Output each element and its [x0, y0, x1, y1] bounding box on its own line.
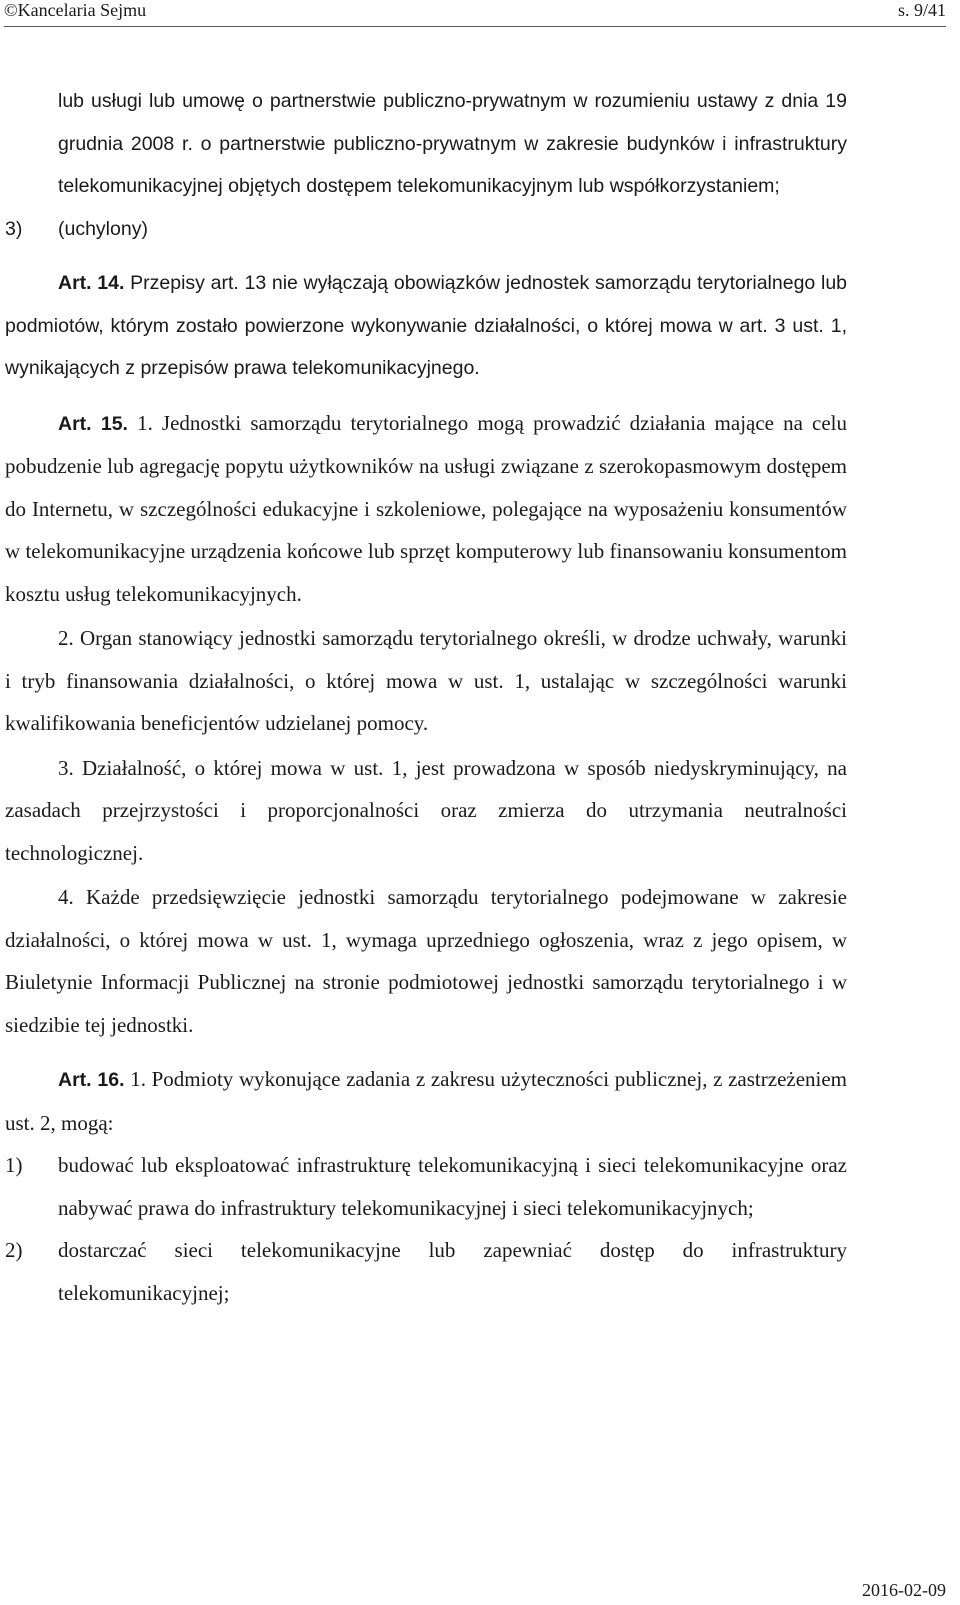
- list-item-number: 2): [5, 1238, 23, 1262]
- list-item-text: (uchylony): [58, 217, 148, 240]
- list-item: [5, 1229, 847, 1314]
- article-label: Art. 16.: [58, 1069, 125, 1091]
- article-text: Przepisy art. 13 nie wyłączają obowiązków jednostek samorządu terytorialnego lub podmiotów, którym zostało powierzone wykonywanie działalności, o której mowa w art. 3 ust. 1, wynikających z przepisów prawa telekomunikacyjnego.: [5, 272, 848, 379]
- continued-item-text: lub usługi lub umowę o partnerstwie publiczno-prywatnym w rozumieniu ustawy z dnia 19 grudnia 2008 r. o partnerstwie publiczno-prywatnym w zakresie budynków i infrastruktury telekomunikacyjnej objętych dostępem telekomunikacyjnym lub współkorzystaniem;: [58, 90, 847, 197]
- list-item-3: [5, 208, 847, 251]
- footer-date: 2016-02-09: [862, 1580, 946, 1600]
- page-number: s. 9/41: [897, 0, 946, 20]
- list-item-number: 1): [5, 1153, 23, 1177]
- document-body: [5, 80, 847, 1314]
- article-15: [5, 402, 847, 616]
- article-intro: 1. Podmioty wykonujące zadania z zakresu użyteczności publicznej, z zastrzeżeniem ust. 2, mogą:: [5, 1067, 848, 1135]
- list-item-text: dostarczać sieci telekomunikacyjne lub zapewniać dostęp do infrastruktury telekomunikacyjnej;: [58, 1238, 847, 1305]
- list-item-text: budować lub eksploatować infrastrukturę telekomunikacyjną i sieci telekomunikacyjne oraz nabywać prawa do infrastruktury telekomunikacyjnej i sieci telekomunikacyjnych;: [58, 1153, 847, 1220]
- article-15-paragraph-2: 2. Organ stanowiący jednostki samorządu terytorialnego określi, w drodze uchwały, warunki i tryb finansowania działalności, o której mowa w ust. 1, ustalając w szczególności warunki kwalifikowania beneficjentów udzielanej pomocy.: [5, 626, 847, 735]
- article-label: Art. 14.: [58, 272, 125, 294]
- copyright-label: ©Kancelaria Sejmu: [4, 0, 147, 20]
- article-15-paragraph-4: 4. Każde przedsięwzięcie jednostki samorządu terytorialnego podejmowane w zakresie działalności, o której mowa w ust. 1, wymaga uprzedniego ogłoszenia, wraz z jego opisem, w Biuletynie Informacji Publicznej na stronie podmiotowej jednostki samorządu terytorialnego i w siedzibie tej jednostki.: [5, 885, 847, 1037]
- page-header: [4, 0, 946, 27]
- list-item: [5, 1144, 847, 1229]
- article-14: [5, 262, 847, 390]
- article-paragraph-1: 1. Jednostki samorządu terytorialnego mogą prowadzić działania mające na celu pobudzenie lub agregację popytu użytkowników na usługi związane z szerokopasmowym dostępem do Internetu, w szczególności edukacyjne i szkoleniowe, polegające na wyposażeniu konsumentów w telekomunikacyjne urządzenia końcowe lub sprzęt komputerowy lub finansowaniu konsumentom kosztu usług telekomunikacyjnych.: [5, 410, 848, 606]
- article-15-paragraph-3: 3. Działalność, o której mowa w ust. 1, jest prowadzona w sposób niedyskryminujący, na zasadach przejrzystości i proporcjonalności oraz zmierza do utrzymania neutralności technologicznej.: [5, 755, 847, 865]
- article-label: Art. 15.: [58, 412, 128, 435]
- article-16: [5, 1058, 847, 1144]
- list-item-number: 3): [5, 217, 23, 240]
